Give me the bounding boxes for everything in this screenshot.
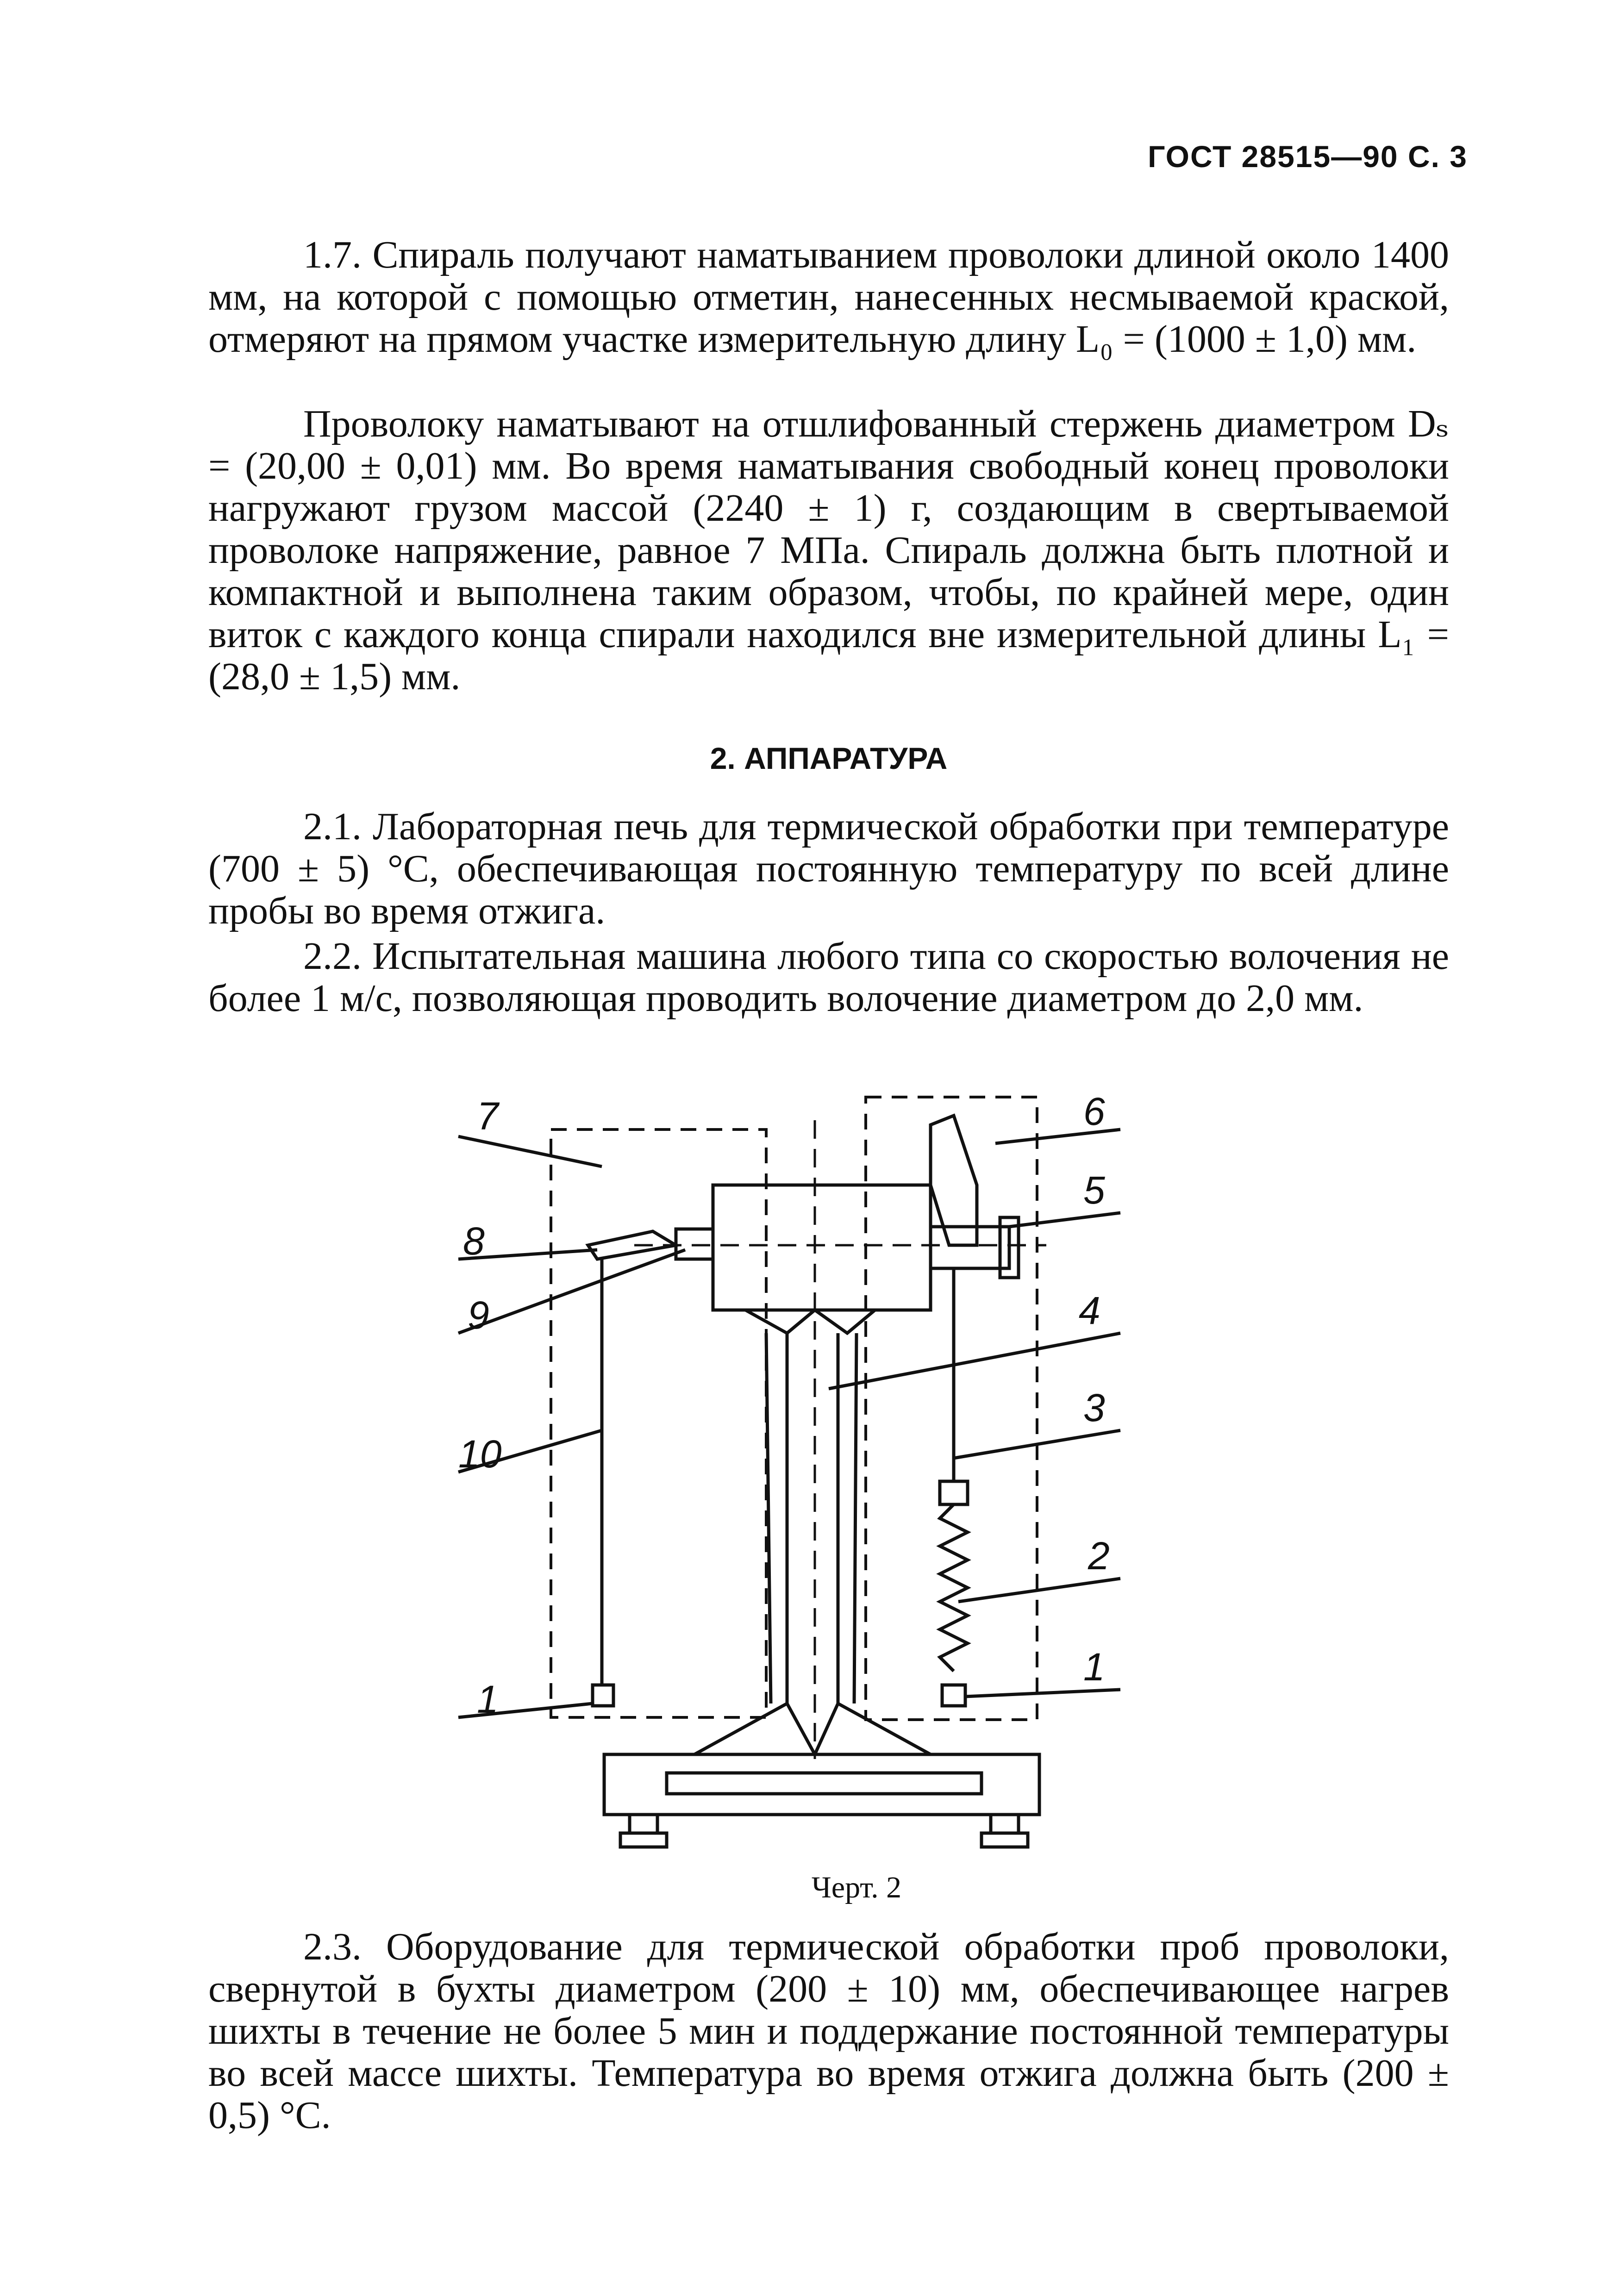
label-1-right: 1: [1083, 1645, 1105, 1689]
leader-5: [1009, 1213, 1120, 1227]
base-slot: [667, 1773, 981, 1794]
foot-right: [991, 1815, 1019, 1833]
paragraph-2-1: 2.1. Лабораторная печь для термической обработки при температуре (700 ± 5) °С, обеспечивающая постоянную температуру по всей длине пробы во время отжига.: [208, 805, 1449, 932]
column-4-right-outer: [854, 1333, 856, 1703]
foot-left: [630, 1815, 657, 1833]
coil-5-knob: [1000, 1217, 1019, 1278]
leader-9: [458, 1250, 685, 1333]
foot-left-pad: [620, 1833, 667, 1847]
label-2: 2: [1088, 1534, 1110, 1578]
hook-3: [940, 1481, 968, 1504]
base-plate: [604, 1754, 1039, 1815]
dashed-enclosure-6: [866, 1097, 1037, 1720]
figure-caption: Черт. 2: [811, 1871, 902, 1904]
weight-1-left: [593, 1685, 613, 1706]
leader-3: [954, 1430, 1120, 1458]
leader-6: [995, 1129, 1120, 1143]
weight-1-right: [942, 1685, 965, 1706]
base-leg-left: [694, 1703, 815, 1754]
section-heading-apparatus: 2. АППАРАТУРА: [710, 741, 948, 775]
label-6: 6: [1083, 1090, 1105, 1133]
label-10: 10: [458, 1432, 502, 1476]
leader-4: [829, 1333, 1120, 1389]
label-5: 5: [1083, 1168, 1105, 1212]
paragraph-1-7: 1.7. Спираль получают наматыванием проволоки длиной около 1400 мм, на которой с помощью отметин, нанесенных несмываемой краской, отмеряют на прямом участке измерительную длину L₀ = (1000 ± 1,0) мм.: [208, 233, 1449, 361]
foot-right-pad: [981, 1833, 1028, 1847]
furnace-body: [713, 1185, 931, 1310]
furnace-right-taper: [815, 1310, 875, 1333]
label-8: 8: [463, 1219, 485, 1263]
page-header: ГОСТ 28515—90 С. 3: [1148, 139, 1468, 174]
paragraph-1-7-continued: Проволоку наматывают на отшлифованный стержень диаметром Dₛ = (20,00 ± 0,01) мм. Во время наматывания свободный конец проволоки нагружают грузом массой (2240 ± 1) г, создающим в свертываемой проволоке напряжение, равное 7 МПа. Спираль должна быть плотной и компактной и выполнена таким образом, чтобы, по крайней мере, один виток с каждого конца спирали находился вне измерительной длины L₁ = (28,0 ± 1,5) мм.: [208, 402, 1449, 698]
paragraph-2-3: 2.3. Оборудование для термической обработки проб проволоки, свернутой в бухты диаметром (200 ± 10) мм, обеспечивающее нагрев шихты в течение не более 5 мин и поддержание постоянной температуры во всей массе шихты. Температура во время отжига должна быть (200 ± 0,5) °С.: [208, 1925, 1449, 2137]
column-4-left-outer: [766, 1333, 771, 1703]
leader-1-left: [458, 1703, 593, 1717]
base-leg-right: [815, 1703, 931, 1754]
label-9: 9: [468, 1293, 489, 1337]
dashed-enclosure-7: [551, 1129, 766, 1717]
leader-10: [458, 1430, 602, 1472]
coil-5-housing: [931, 1227, 1009, 1268]
spring-2: [940, 1504, 968, 1671]
grip-8: [588, 1231, 676, 1259]
leader-7: [458, 1136, 602, 1167]
leader-8: [458, 1250, 597, 1259]
label-1-left: 1: [477, 1678, 499, 1721]
furnace-left-taper: [745, 1310, 815, 1333]
label-7: 7: [477, 1094, 499, 1138]
leader-1-right: [965, 1690, 1120, 1697]
paragraph-2-2: 2.2. Испытательная машина любого типа со скоростью волочения не более 1 м/с, позволяющая проводить волочение диаметром до 2,0 мм.: [208, 935, 1449, 1020]
label-4: 4: [1079, 1289, 1100, 1332]
nut-9: [676, 1229, 713, 1259]
leader-2: [958, 1578, 1120, 1602]
clamp-arm: [931, 1116, 977, 1245]
label-3: 3: [1083, 1386, 1105, 1429]
